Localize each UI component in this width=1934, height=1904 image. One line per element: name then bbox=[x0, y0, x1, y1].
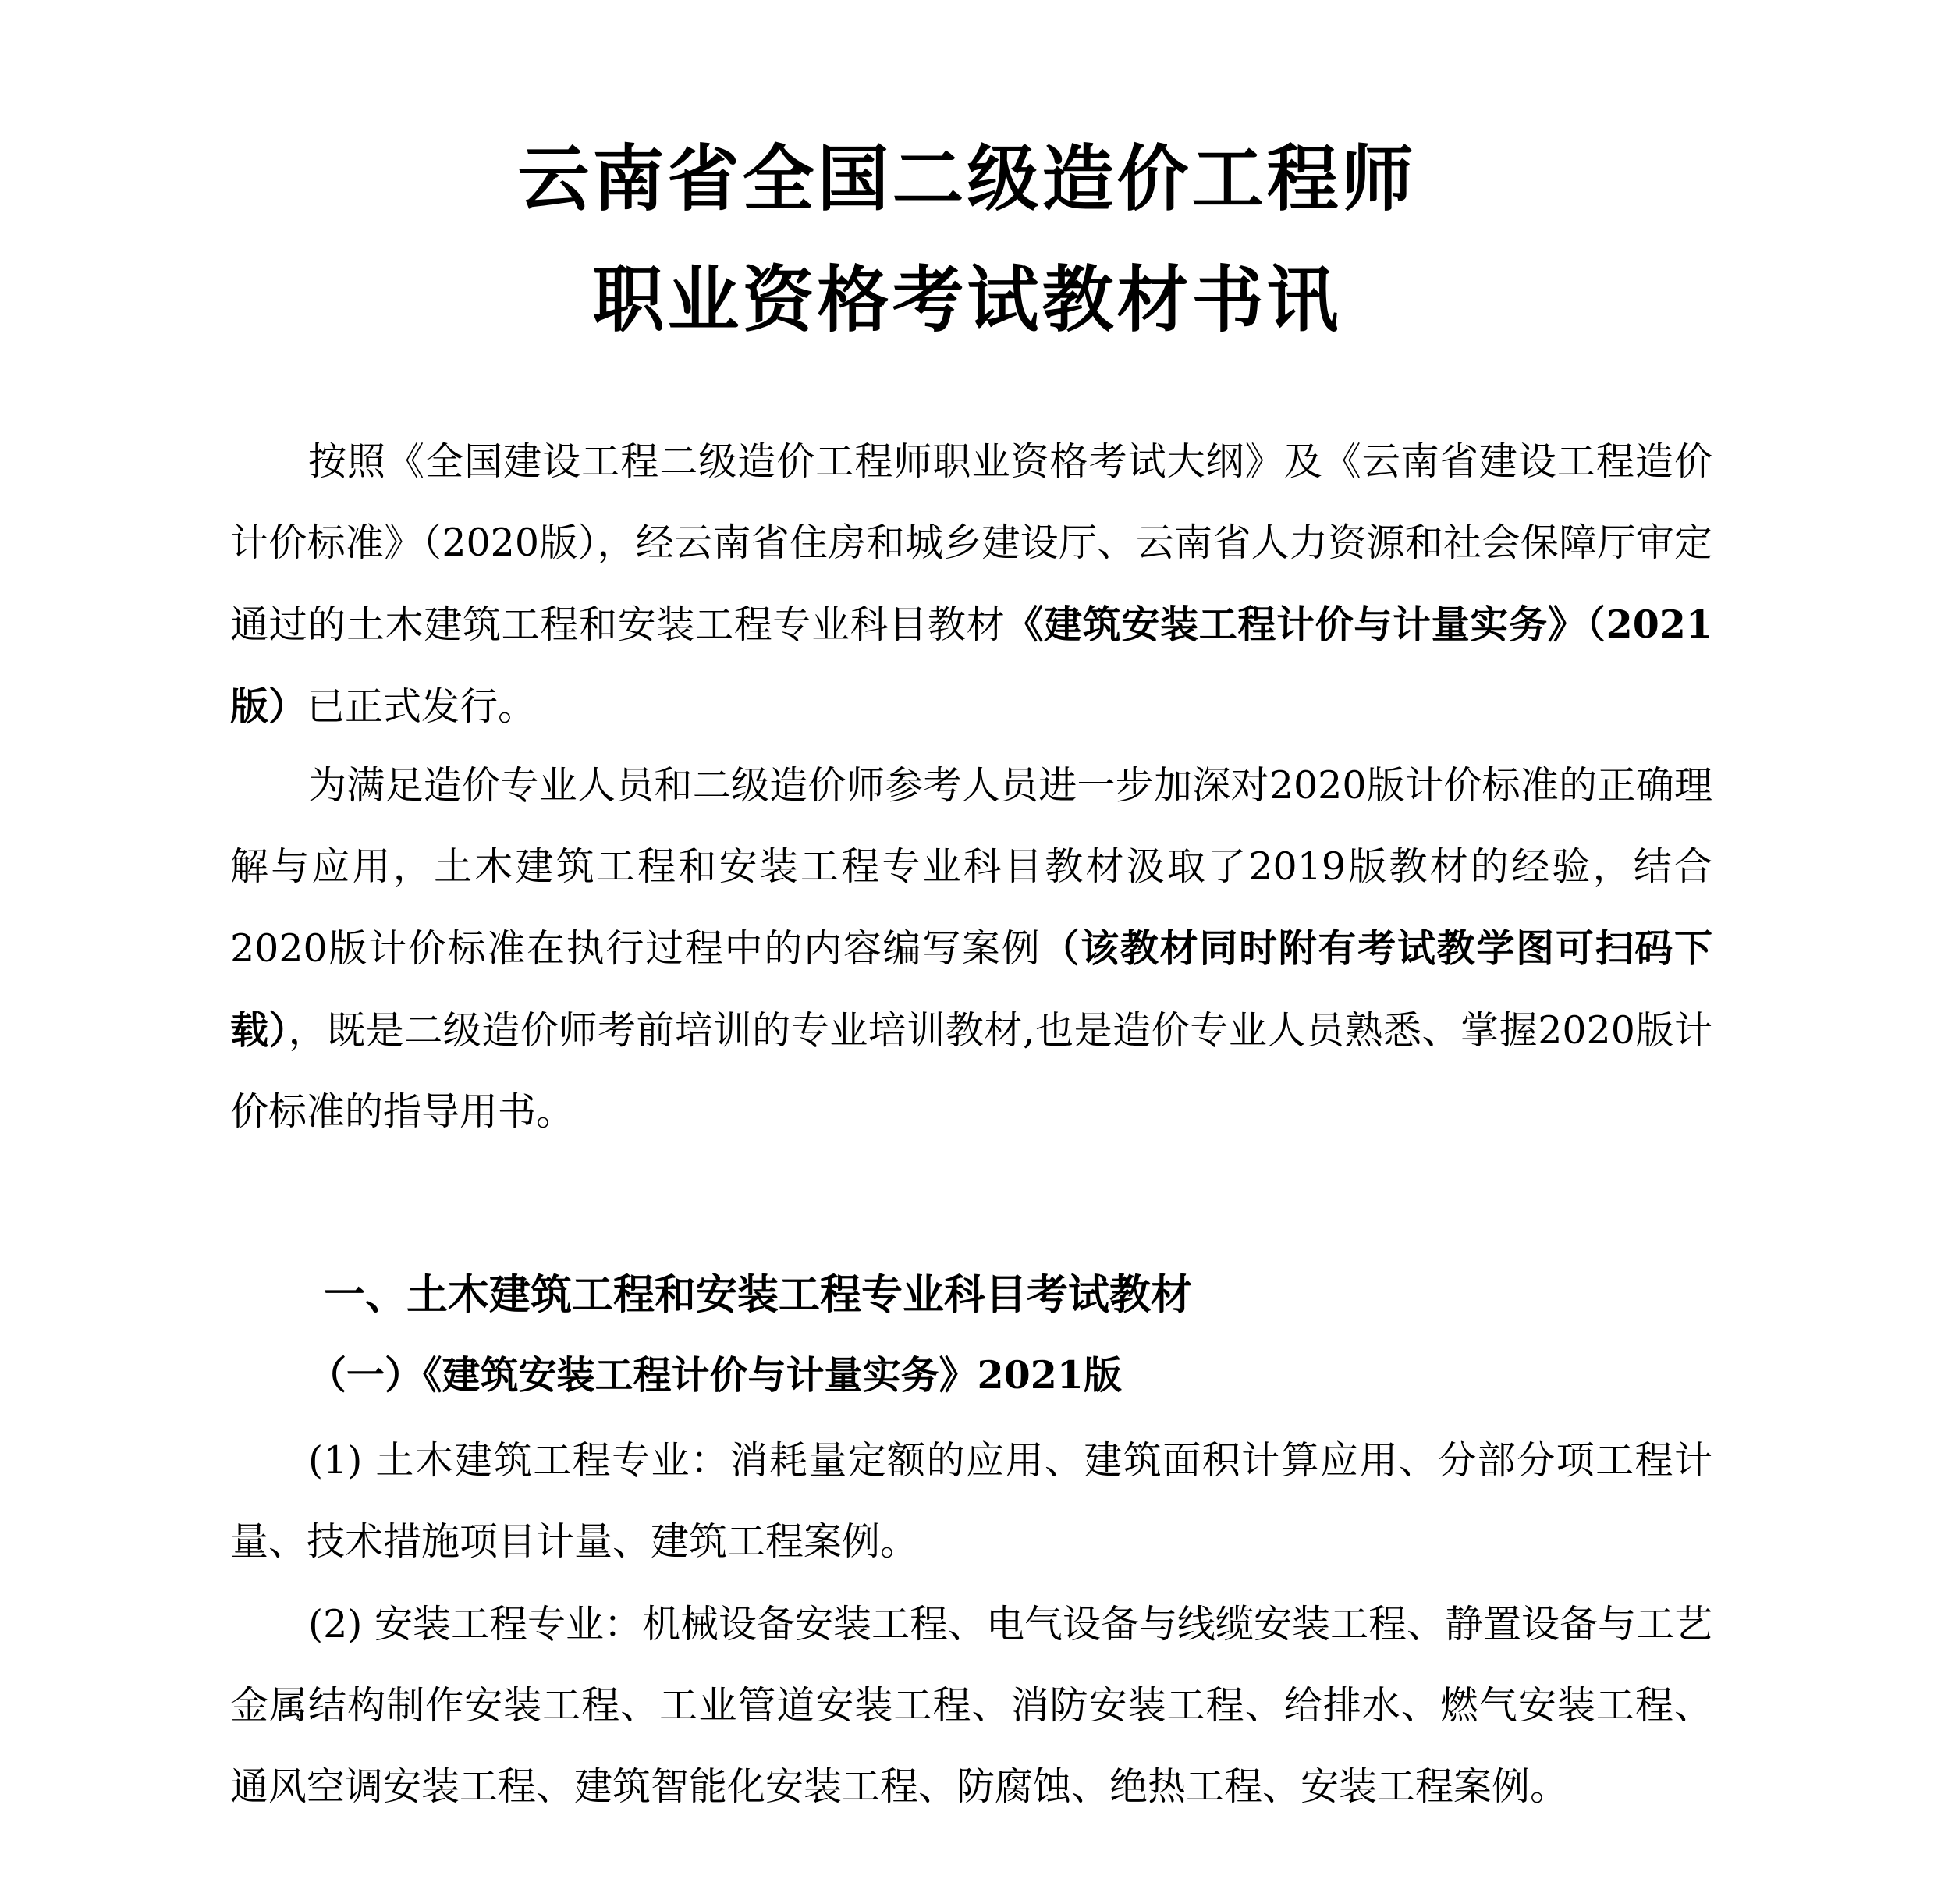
document-title-line-1: 云南省全国二级造价工程师 bbox=[517, 137, 1417, 221]
intro-paragraph-2 bbox=[230, 745, 1712, 1153]
intro-paragraph-2-text-a: 为满足造价专业人员和二级造价师参考人员进一步加深对2020版计价标准的正确理解与应用，土木建筑工程和安装工程专业科目教材汲取了2019版教材的经验，结合2020版计价标准在执行过程中的内容编写案例 bbox=[230, 763, 1712, 971]
textbook-title-bold: 《建筑安装工程计价与计量实务》（2021版） bbox=[230, 602, 1712, 729]
section-subheading: （一）《建筑安装工程计价与计量实务》2021版 bbox=[308, 1352, 1122, 1398]
section-heading: 一、土木建筑工程和安装工程专业科目考试教材 bbox=[324, 1271, 1192, 1319]
intro-paragraph-1-text-b: 已正式发行。 bbox=[307, 684, 537, 729]
document-title-line-2: 职业资格考试教材书讯 bbox=[592, 258, 1342, 342]
intro-paragraph-1-text-a: 按照《全国建设工程二级造价工程师职业资格考试大纲》及《云南省建设工程造价计价标准》（2020版），经云南省住房和城乡建设厅、云南省人力资源和社会保障厅审定通过的土木建筑工程和安装工程专业科目教材 bbox=[230, 439, 1712, 647]
list-item-civil-engineering: (1) 土木建筑工程专业：消耗量定额的应用、建筑面积计算应用、分部分项工程计量、技术措施项目计量、建筑工程案例。 bbox=[230, 1438, 1712, 1564]
download-note-bold: （该教材同时附有考试教学图可扫码下载） bbox=[230, 925, 1712, 1053]
intro-paragraph-2-text-b: ，既是二级造价师考前培训的专业培训教材,也是造价专业人员熟悉、掌握2020版计价标准的指导用书。 bbox=[230, 1008, 1712, 1134]
intro-paragraph-1 bbox=[230, 421, 1712, 748]
list-item-installation-engineering: (2) 安装工程专业：机械设备安装工程、电气设备与线缆安装工程、静置设备与工艺金属结构制作安装工程、工业管道安装工程、消防安装工程、给排水、燃气安装工程、通风空调安装工程、建筑智能化安装工程、防腐蚀、绝热工程、安装工程案例。 bbox=[230, 1602, 1712, 1809]
